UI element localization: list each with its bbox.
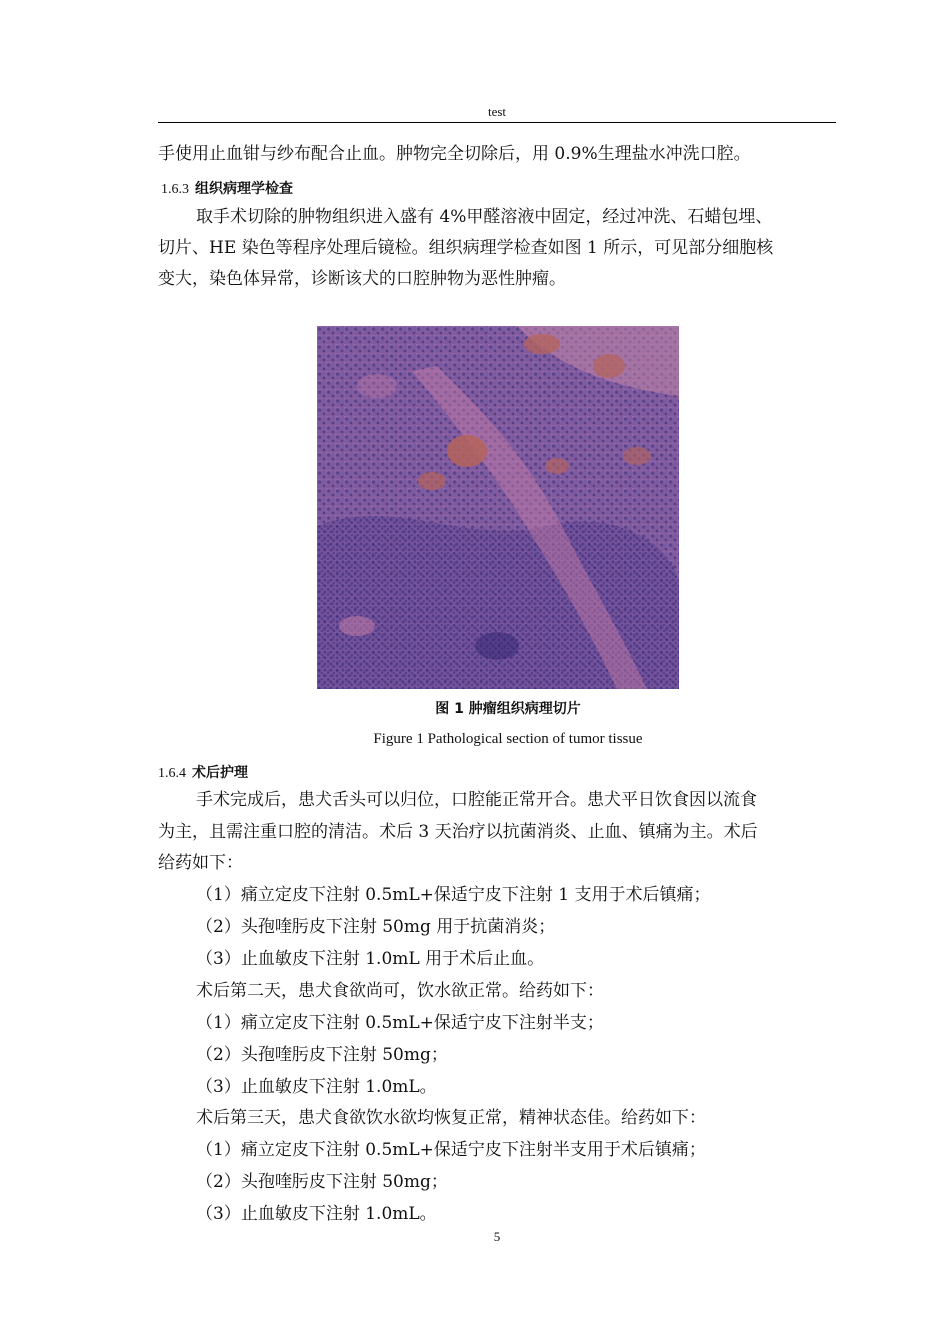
list-item: （1）痛立定皮下注射 0.5mL+保适宁皮下注射半支用于术后镇痛； [196,1140,706,1160]
paragraph-line: 术后第二天，患犬食欲尚可，饮水欲正常。给药如下： [196,981,604,1001]
running-header: test [487,104,507,119]
section-heading-1-6-4 [158,762,248,782]
paragraph-line: 手使用止血钳与纱布配合止血。肿物完全切除后，用 0.9%生理盐水冲洗口腔。 [158,144,751,164]
section-heading-1-6-3 [161,178,293,198]
paragraph-line: 为主，且需注重口腔的清洁。术后 3 天治疗以抗菌消炎、止血、镇痛为主。术后 [158,822,758,842]
list-item: （3）止血敏皮下注射 1.0mL。 [196,1077,437,1097]
list-item: （3）止血敏皮下注射 1.0mL 用于术后止血。 [196,949,545,969]
figure-caption-english: Figure 1 Pathological section of tumor tissue [373,731,643,747]
paragraph-line: 给药如下： [158,853,243,873]
figure-caption-chinese: 图 1 肿瘤组织病理切片 [435,701,581,717]
paragraph-line: 切片、HE 染色等程序处理后镜检。组织病理学检查如图 1 所示，可见部分细胞核 [158,238,774,258]
list-item: （2）头孢喹肟皮下注射 50mg； [196,1172,448,1192]
list-item: （2）头孢喹肟皮下注射 50mg 用于抗菌消炎； [196,917,556,937]
histology-micrograph [317,326,679,689]
histology-image [317,326,679,689]
section-number: 1.6.3 [161,182,189,197]
page-number: 5 [493,1229,501,1244]
list-item: （1）痛立定皮下注射 0.5mL+保适宁皮下注射半支； [196,1013,604,1033]
header-rule [158,122,836,123]
list-item: （1）痛立定皮下注射 0.5mL+保适宁皮下注射 1 支用于术后镇痛； [196,885,711,905]
section-title: 组织病理学检查 [195,181,293,197]
paragraph-line: 术后第三天，患犬食欲饮水欲均恢复正常，精神状态佳。给药如下： [196,1108,706,1128]
list-item: （3）止血敏皮下注射 1.0mL。 [196,1204,437,1224]
section-number: 1.6.4 [158,766,186,781]
paragraph-line: 取手术切除的肿物组织进入盛有 4%甲醛溶液中固定，经过冲洗、石蜡包埋、 [196,207,773,227]
section-title: 术后护理 [192,765,248,781]
paragraph-line: 手术完成后，患犬舌头可以归位，口腔能正常开合。患犬平日饮食因以流食 [196,790,757,810]
paragraph-line: 变大，染色体异常，诊断该犬的口腔肿物为恶性肿瘤。 [158,269,566,289]
list-item: （2）头孢喹肟皮下注射 50mg； [196,1045,448,1065]
